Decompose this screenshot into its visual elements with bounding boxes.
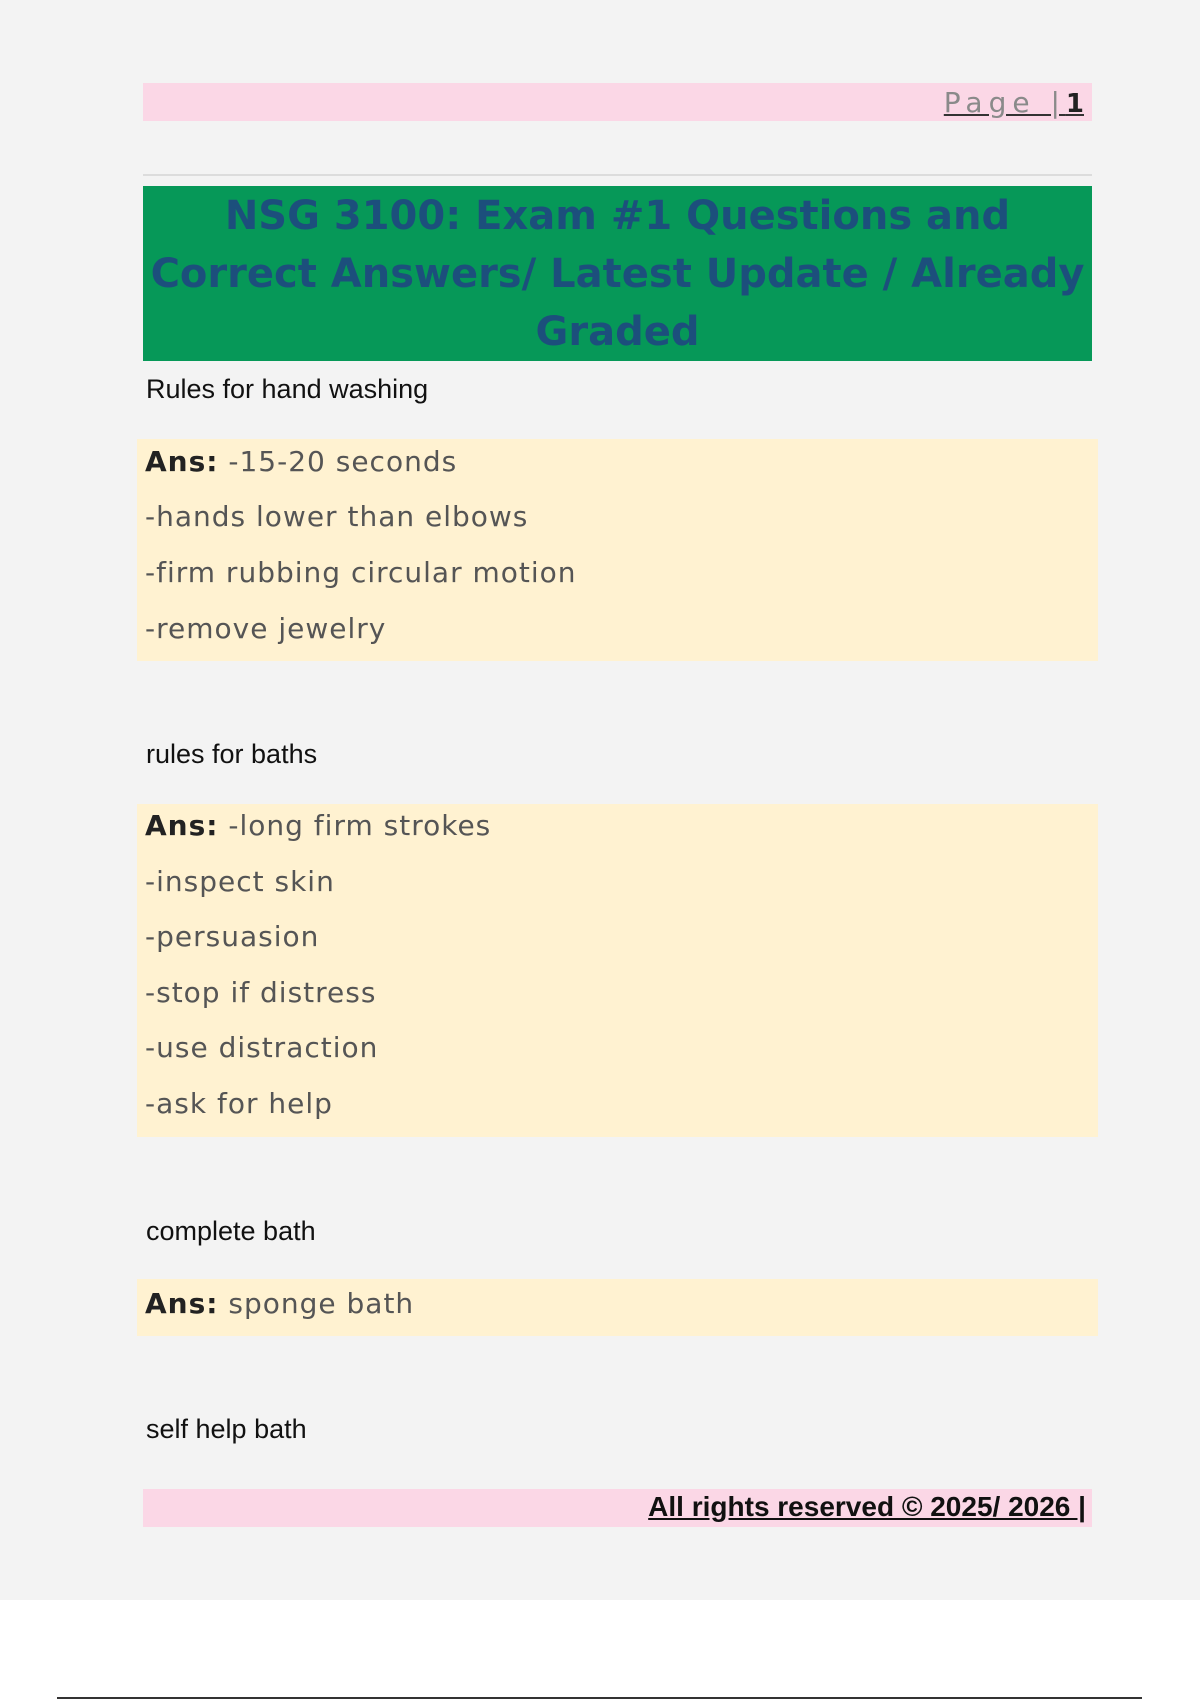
header-divider (143, 174, 1092, 176)
question-1: Rules for hand washing (146, 374, 429, 404)
answer-text: sponge bath (228, 1287, 415, 1320)
answer-line (145, 809, 491, 842)
answer-line: -ask for help (145, 1087, 333, 1120)
answer-line: -hands lower than elbows (145, 500, 529, 533)
answer-line: -stop if distress (145, 976, 377, 1009)
answer-text: -15-20 seconds (228, 445, 458, 478)
page-number (944, 86, 1084, 119)
answer-line: -inspect skin (145, 865, 335, 898)
page-footer (143, 1489, 1092, 1527)
answer-line (145, 1287, 414, 1320)
question-4: self help bath (146, 1414, 307, 1444)
answer-box-2 (137, 804, 1098, 1137)
answer-line: -remove jewelry (145, 612, 387, 645)
answer-box-3 (137, 1279, 1098, 1336)
question-2: rules for baths (146, 739, 318, 769)
answer-label: Ans: (145, 445, 219, 478)
document-title: NSG 3100: Exam #1 Questions and Correct Answers/ Latest Update / Already Graded (150, 192, 1085, 355)
page-label: Page | (943, 86, 1066, 119)
answer-text: -long firm strokes (228, 809, 492, 842)
answer-label: Ans: (145, 1287, 219, 1320)
bottom-divider (57, 1697, 1142, 1699)
copyright-notice: All rights reserved © 2025/ 2026 | (648, 1491, 1086, 1522)
answer-label: Ans: (145, 809, 219, 842)
answer-line: -firm rubbing circular motion (145, 556, 577, 589)
page-number-value: 1 (1065, 89, 1084, 119)
answer-line: -use distraction (145, 1031, 379, 1064)
title-banner (143, 186, 1092, 361)
page-header (143, 83, 1092, 121)
answer-line: -persuasion (145, 920, 320, 953)
answer-line (145, 445, 457, 478)
question-3: complete bath (146, 1216, 316, 1246)
answer-box-1 (137, 439, 1098, 661)
